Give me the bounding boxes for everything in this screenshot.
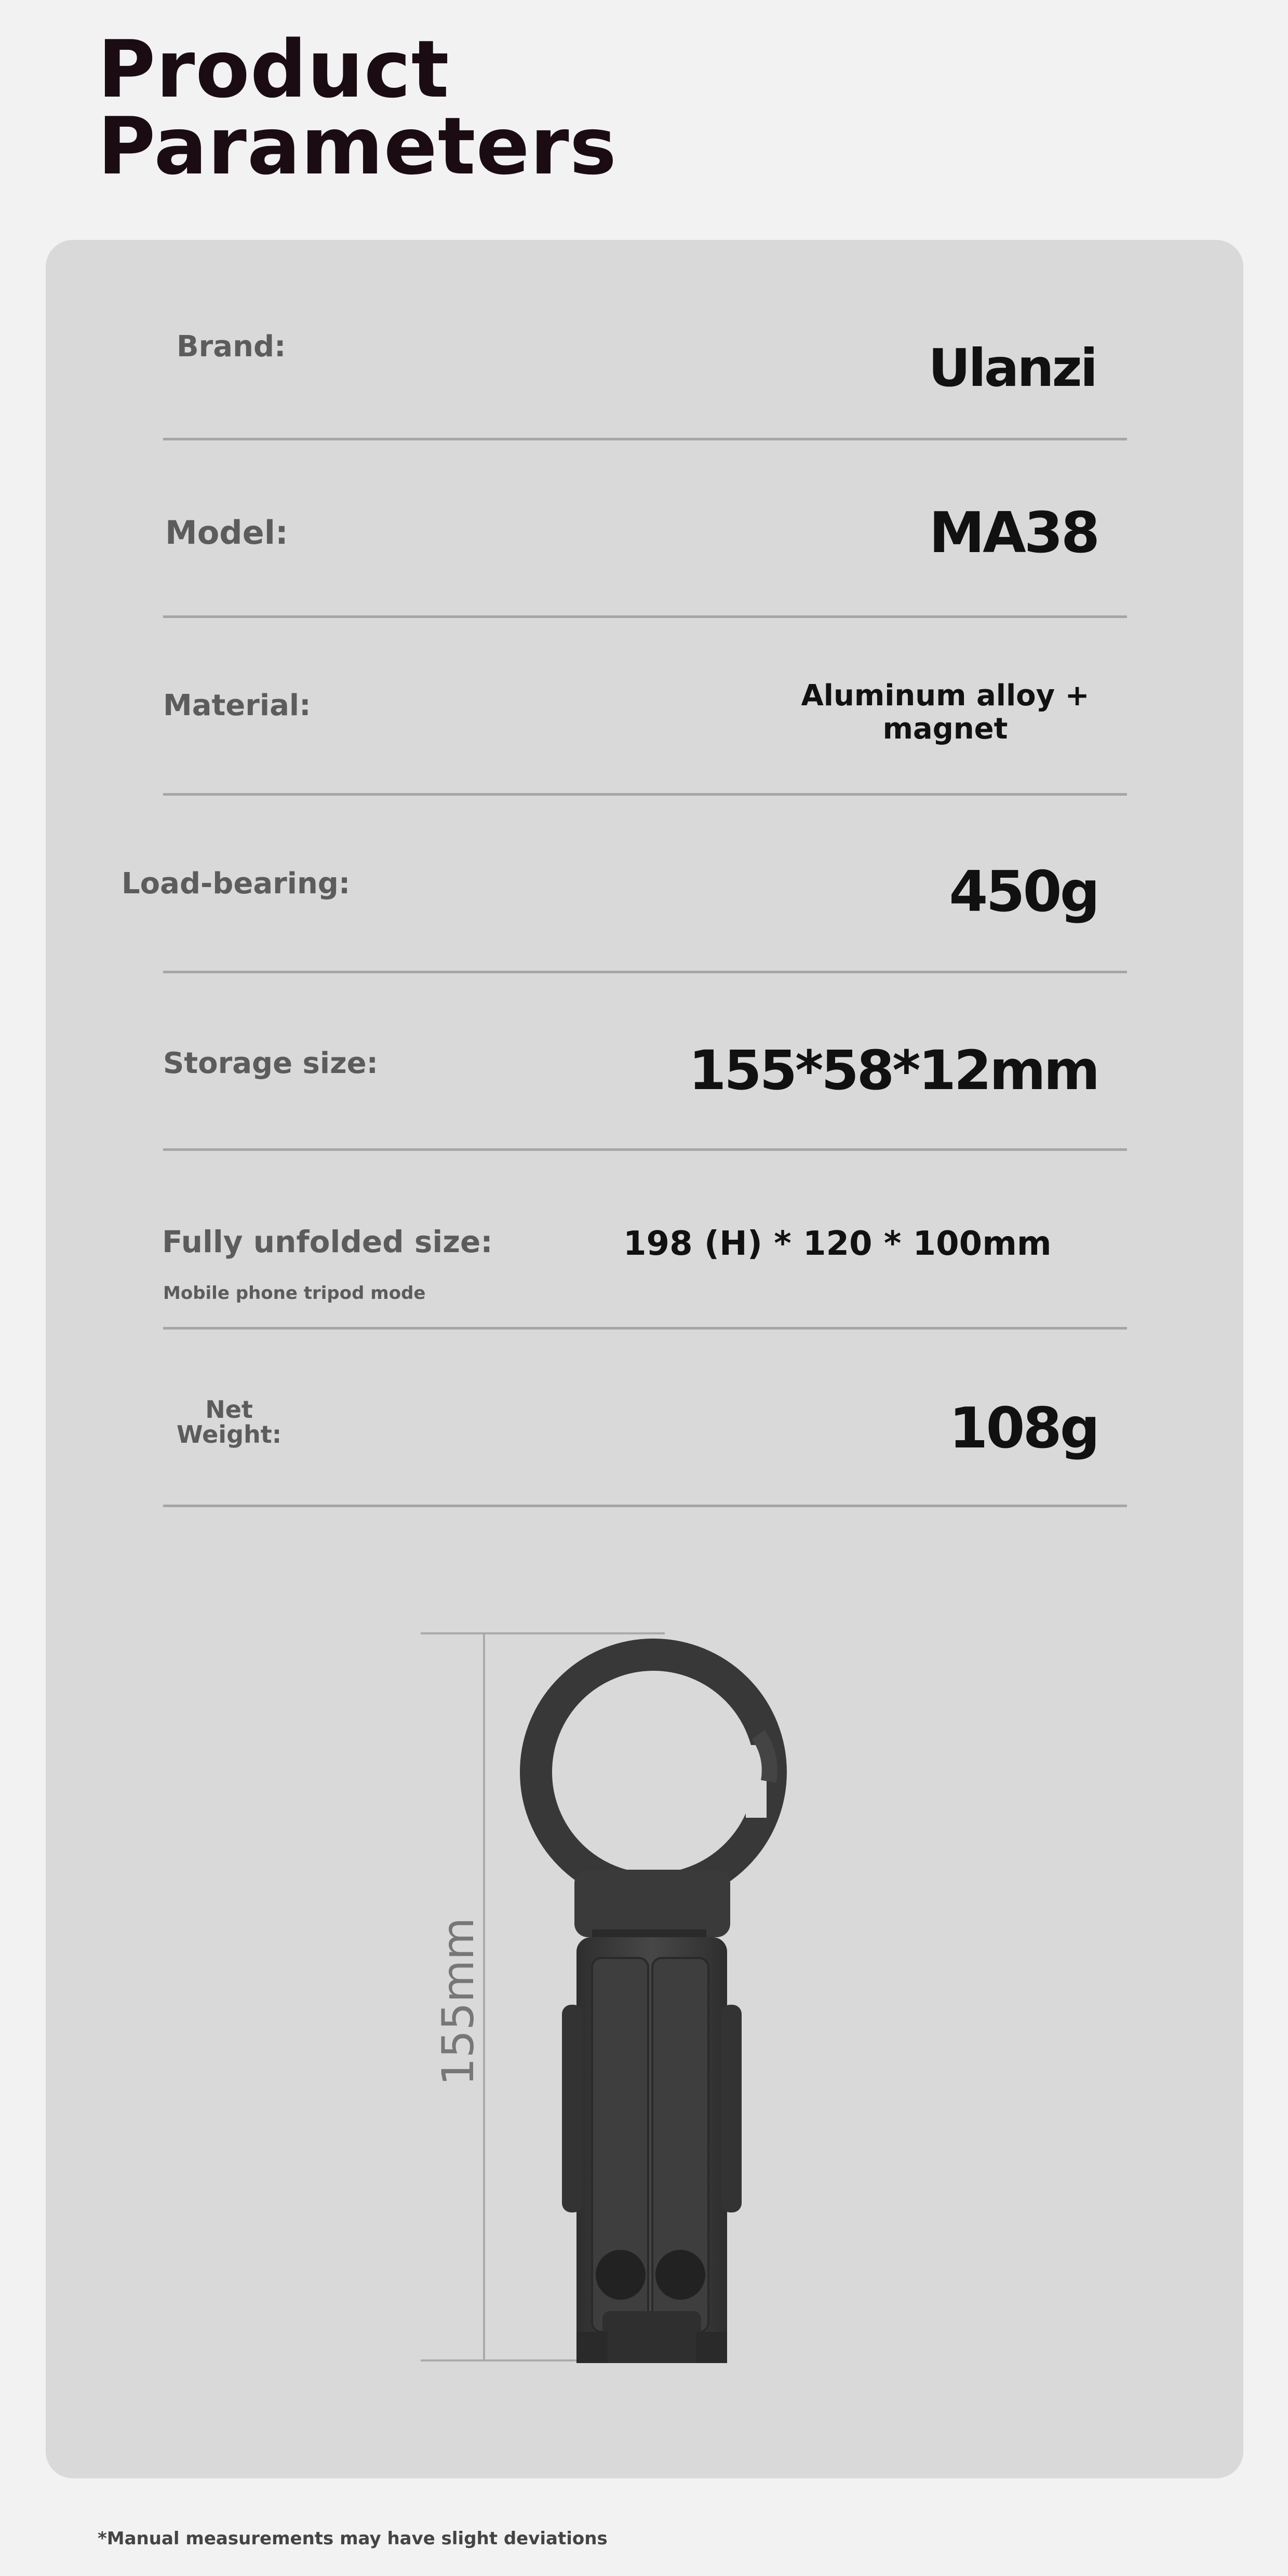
net-weight-label-line-1: Net <box>205 1396 253 1424</box>
divider <box>163 438 1127 440</box>
model-value: MA38 <box>929 501 1098 566</box>
page-title-line-1: Product <box>98 23 450 115</box>
divider <box>163 1148 1127 1151</box>
phone-holder-image <box>514 1626 795 2363</box>
model-label: Model: <box>165 514 288 552</box>
net-weight-value: 108g <box>949 1396 1098 1461</box>
material-label: Material: <box>163 689 311 722</box>
unfolded-size-value: 198 (H) * 120 * 100mm <box>623 1225 1052 1263</box>
load-bearing-label: Load-bearing: <box>122 867 351 901</box>
brand-label: Brand: <box>177 330 286 364</box>
divider <box>163 1327 1127 1330</box>
divider <box>163 1505 1127 1507</box>
dimension-label: 155mm <box>432 1917 484 2086</box>
storage-size-value: 155*58*12mm <box>688 1039 1098 1102</box>
page-title <box>98 23 618 192</box>
storage-size-label: Storage size: <box>163 1046 379 1080</box>
unfolded-size-sublabel: Mobile phone tripod mode <box>163 1283 426 1304</box>
load-bearing-value: 450g <box>949 860 1098 924</box>
material-value-line-2: magnet <box>882 712 1008 746</box>
brand-value: Ulanzi <box>928 338 1096 398</box>
divider <box>163 793 1127 796</box>
page-title-line-2: Parameters <box>98 100 618 192</box>
divider <box>163 971 1127 973</box>
net-weight-label-line-2: Weight: <box>177 1420 282 1449</box>
material-value-line-1: Aluminum alloy + <box>801 679 1090 713</box>
material-value <box>800 679 1091 746</box>
unfolded-size-label: Fully unfolded size: <box>162 1224 493 1259</box>
divider <box>163 615 1127 618</box>
footnote: *Manual measurements may have slight deviations <box>98 2528 608 2549</box>
net-weight-label <box>177 1397 281 1447</box>
